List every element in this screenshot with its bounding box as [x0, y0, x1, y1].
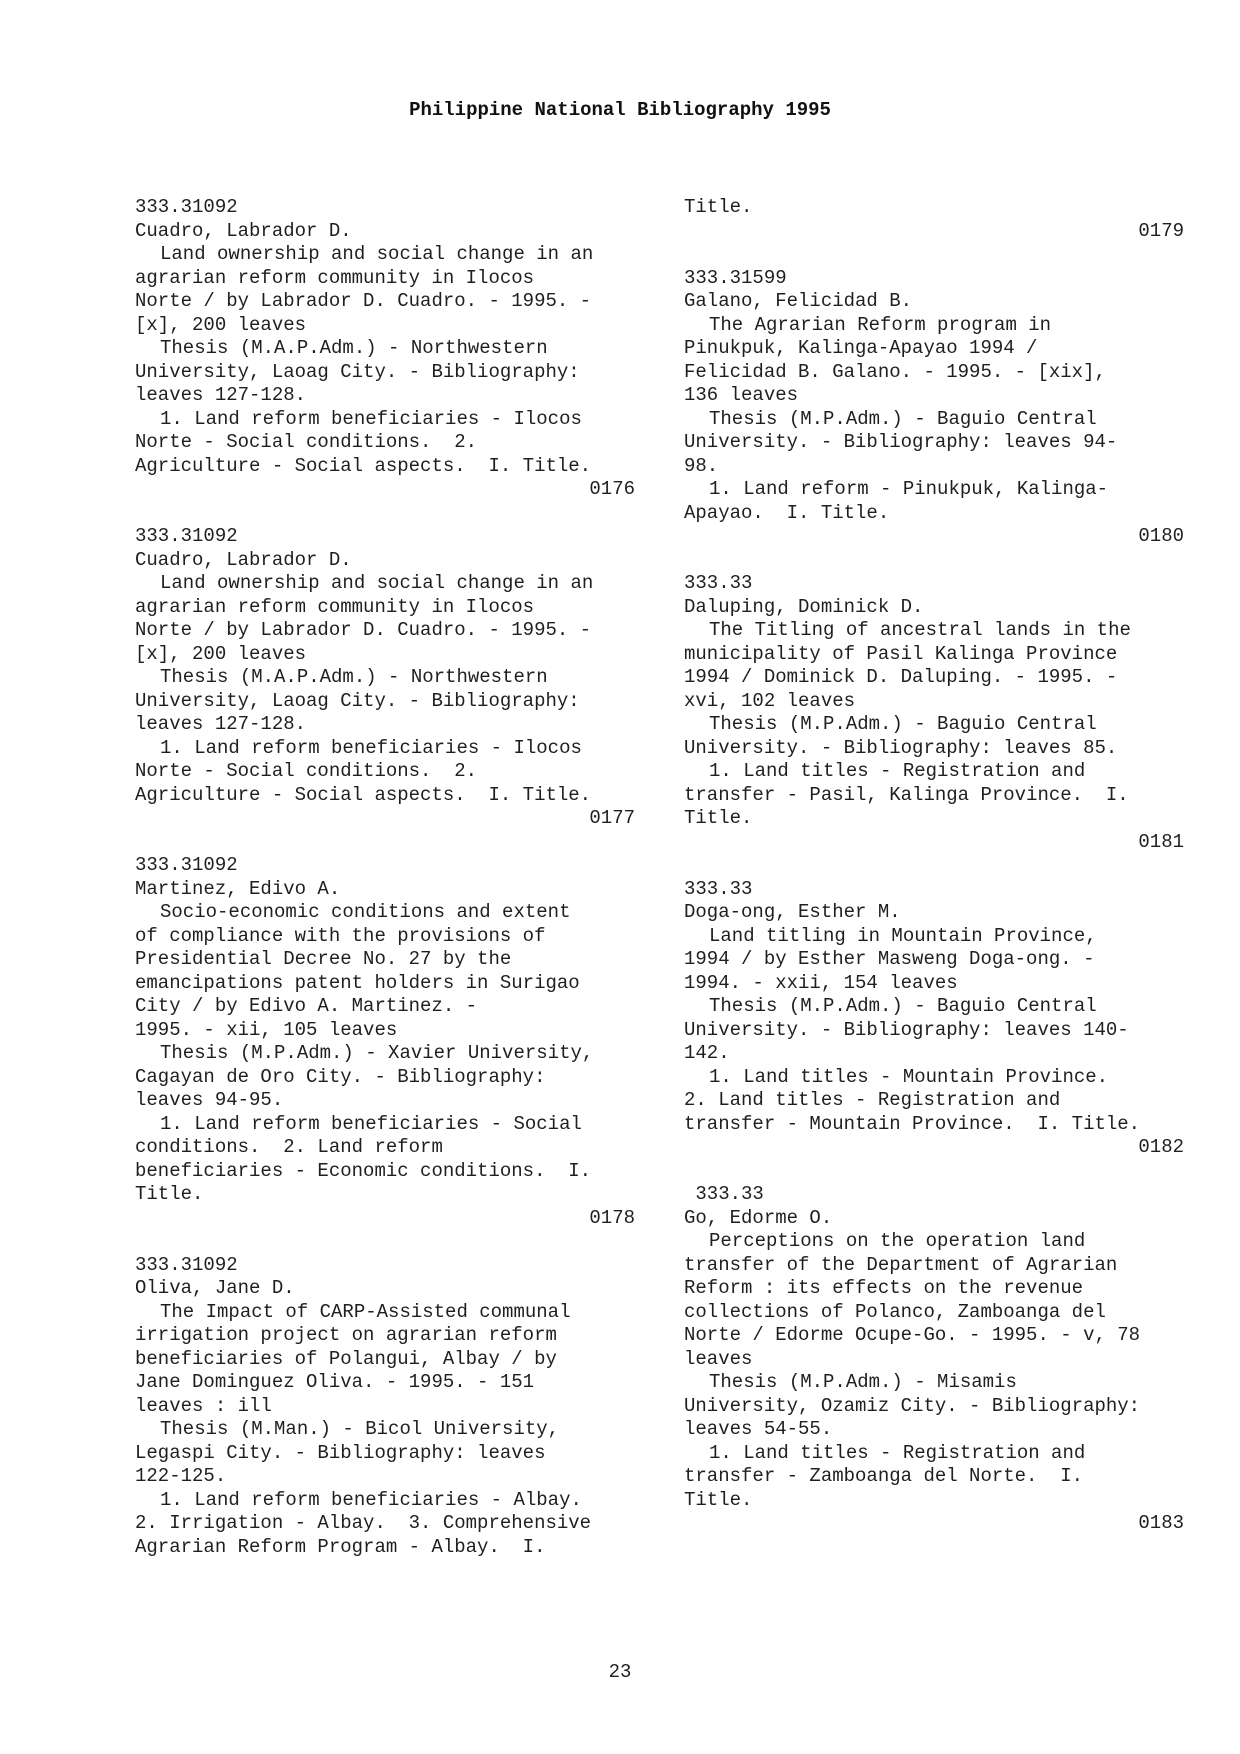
entry-line: Presidential Decree No. 27 by the [135, 948, 512, 970]
entry-line: 98. [684, 454, 719, 477]
entry-spacer [135, 1230, 635, 1254]
entry-line: 1. Land reform beneficiaries - Ilocos [160, 407, 582, 430]
entry-line: of compliance with the provisions of [135, 924, 546, 947]
entry-line: Thesis (M.A.P.Adm.) - Northwestern [160, 666, 548, 688]
entry-line: Reform : its effects on the revenue [684, 1277, 1084, 1299]
entry-line: 142. [684, 1042, 730, 1064]
entry-line: Agrarian Reform Program - Albay. I. [135, 1535, 546, 1558]
entry-line: xvi, 102 leaves [684, 689, 856, 712]
entry-line: 1. Land titles - Registration and [709, 760, 1086, 782]
entry-record-number: 0180 [1138, 525, 1184, 547]
entry-line: Norte / by Labrador D. Cuadro. - 1995. - [135, 619, 592, 641]
entry-line: University, Ozamiz City. - Bibliography: [684, 1394, 1141, 1417]
entry-line: leaves : ill [135, 1394, 272, 1417]
bibliography-column-left [135, 196, 635, 1559]
entry-line: 1994 / Dominick D. Daluping. - 1995. - [684, 666, 1118, 688]
entry-line: Thesis (M.P.Adm.) - Baguio Central [709, 713, 1097, 735]
entry-line: Title. [684, 807, 753, 829]
entry-line: Thesis (M.Man.) - Bicol University, [160, 1418, 560, 1440]
entry-line: transfer of the Department of Agrarian [684, 1253, 1118, 1276]
entry-line: agrarian reform community in Ilocos [135, 266, 535, 289]
entry-line: Title. [684, 196, 753, 218]
entry-line: University, Laoag City. - Bibliography: [135, 360, 580, 383]
entry-line: leaves 127-128. [135, 713, 307, 735]
entry-line: Daluping, Dominick D. [684, 595, 924, 618]
entry-line: Land ownership and social change in an [160, 243, 594, 265]
entry-record-number: 0179 [1138, 219, 1184, 242]
entry-line: Apayao. I. Title. [684, 501, 890, 524]
entry-line: Felicidad B. Galano. - 1995. - [xix], [684, 360, 1106, 383]
page-title: Philippine National Bibliography 1995 [409, 99, 831, 121]
page-number: 23 [608, 1661, 632, 1683]
entry-line: Title. [135, 1183, 204, 1205]
entry-line: conditions. 2. Land reform [135, 1136, 443, 1158]
entry-line: 1. Land reform beneficiaries - Albay. [160, 1488, 582, 1511]
entry-line: 2. Irrigation - Albay. 3. Comprehensive [135, 1512, 592, 1534]
entry-line: Socio-economic conditions and extent [160, 901, 571, 923]
entry-spacer [684, 549, 1184, 573]
entry-line: Agriculture - Social aspects. I. Title. [135, 783, 592, 806]
entry-line: beneficiaries of Polangui, Albay / by [135, 1347, 557, 1370]
entry-line: Thesis (M.P.Adm.) - Misamis [709, 1371, 1017, 1393]
entry-line: [x], 200 leaves [135, 642, 307, 665]
entry-line: agrarian reform community in Ilocos [135, 595, 535, 618]
entry-record-number: 0181 [1138, 830, 1184, 853]
entry-line: The Agrarian Reform program in [709, 313, 1052, 336]
entry-line: 122-125. [135, 1465, 227, 1487]
entry-line: Cuadro, Labrador D. [135, 219, 352, 242]
entry-call-number: 333.31092 [135, 854, 238, 876]
entry-line: 1. Land titles - Registration and [709, 1441, 1086, 1464]
entry-line: municipality of Pasil Kalinga Province [684, 642, 1118, 665]
entry-line: leaves [684, 1347, 753, 1370]
entry-line: Cagayan de Oro City. - Bibliography: [135, 1065, 546, 1088]
entry-line: Legaspi City. - Bibliography: leaves [135, 1441, 546, 1464]
entry-record-number: 0183 [1138, 1512, 1184, 1534]
entry-line: Thesis (M.P.Adm.) - Xavier University, [160, 1042, 594, 1064]
entry-call-number: 333.31092 [135, 1253, 238, 1276]
entry-line: Land ownership and social change in an [160, 572, 594, 594]
entry-line: University. - Bibliography: leaves 85. [684, 736, 1118, 759]
entry-line: transfer - Zamboanga del Norte. I. [684, 1465, 1084, 1487]
entry-line: collections of Polanco, Zamboanga del [684, 1300, 1106, 1323]
entry-spacer [135, 502, 635, 526]
entry-line: The Titling of ancestral lands in the [709, 619, 1131, 641]
entry-line: Thesis (M.P.Adm.) - Baguio Central [709, 995, 1097, 1017]
entry-line: Doga-ong, Esther M. [684, 901, 901, 923]
entry-line: transfer - Pasil, Kalinga Province. I. [684, 783, 1129, 806]
entry-line: 1. Land reform beneficiaries - Ilocos [160, 736, 582, 759]
entry-record-number: 0178 [589, 1206, 635, 1229]
entry-line: Title. [684, 1488, 753, 1511]
entry-line: Land titling in Mountain Province, [709, 924, 1097, 947]
entry-line: 1994. - xxii, 154 leaves [684, 971, 958, 994]
entry-line: Norte / by Labrador D. Cuadro. - 1995. - [135, 290, 592, 312]
entry-line: Pinukpuk, Kalinga-Apayao 1994 / [684, 337, 1038, 359]
entry-line: 1. Land reform - Pinukpuk, Kalinga- [709, 478, 1109, 500]
entry-line: University. - Bibliography: leaves 140- [684, 1018, 1129, 1041]
entry-line: Martinez, Edivo A. [135, 877, 341, 900]
entry-spacer [684, 243, 1184, 267]
entry-line: 2. Land titles - Registration and [684, 1089, 1061, 1111]
bibliography-column-right [684, 196, 1184, 1536]
entry-line: University. - Bibliography: leaves 94- [684, 431, 1118, 453]
entry-spacer [135, 831, 635, 855]
entry-line: 1994 / by Esther Masweng Doga-ong. - [684, 948, 1095, 970]
entry-line: The Impact of CARP-Assisted communal [160, 1300, 571, 1323]
entry-line: Oliva, Jane D. [135, 1277, 295, 1299]
entry-line: 1995. - xii, 105 leaves [135, 1018, 398, 1041]
entry-line: leaves 54-55. [684, 1418, 833, 1440]
entry-line: [x], 200 leaves [135, 313, 307, 336]
entry-line: leaves 94-95. [135, 1089, 284, 1111]
entry-record-number: 0177 [589, 807, 635, 829]
entry-line: Agriculture - Social aspects. I. Title. [135, 454, 592, 477]
entry-record-number: 0176 [589, 478, 635, 500]
entry-line: emancipations patent holders in Surigao [135, 971, 580, 994]
entry-line: Cuadro, Labrador D. [135, 548, 352, 571]
entry-line: Galano, Felicidad B. [684, 290, 913, 312]
entry-line: Norte - Social conditions. 2. [135, 431, 478, 453]
entry-line: City / by Edivo A. Martinez. - [135, 995, 478, 1017]
entry-line: irrigation project on agrarian reform [135, 1324, 557, 1346]
entry-call-number: 333.31599 [684, 266, 787, 289]
entry-line: 136 leaves [684, 384, 799, 406]
entry-call-number: 333.31092 [135, 525, 238, 547]
entry-line: transfer - Mountain Province. I. Title. [684, 1112, 1141, 1135]
entry-line: Perceptions on the operation land [709, 1230, 1086, 1252]
entry-call-number: 333.31092 [135, 196, 238, 218]
entry-line: 1. Land reform beneficiaries - Social [160, 1112, 582, 1135]
entry-line: Go, Edorme O. [684, 1206, 833, 1229]
entry-line: Norte - Social conditions. 2. [135, 760, 478, 782]
entry-line: 1. Land titles - Mountain Province. [709, 1065, 1109, 1088]
entry-line: Jane Dominguez Oliva. - 1995. - 151 [135, 1371, 535, 1393]
entry-line: Norte / Edorme Ocupe-Go. - 1995. - v, 78 [684, 1324, 1141, 1346]
entry-line: leaves 127-128. [135, 384, 307, 406]
entry-call-number: 333.33 [684, 877, 753, 900]
entry-call-number: 333.33 [684, 1183, 764, 1205]
entry-line: Thesis (M.A.P.Adm.) - Northwestern [160, 337, 548, 359]
entry-line: beneficiaries - Economic conditions. I. [135, 1159, 592, 1182]
entry-spacer [684, 1160, 1184, 1184]
entry-spacer [684, 854, 1184, 878]
entry-call-number: 333.33 [684, 572, 753, 594]
entry-line: University, Laoag City. - Bibliography: [135, 689, 580, 712]
entry-record-number: 0182 [1138, 1136, 1184, 1158]
entry-line: Thesis (M.P.Adm.) - Baguio Central [709, 407, 1097, 430]
